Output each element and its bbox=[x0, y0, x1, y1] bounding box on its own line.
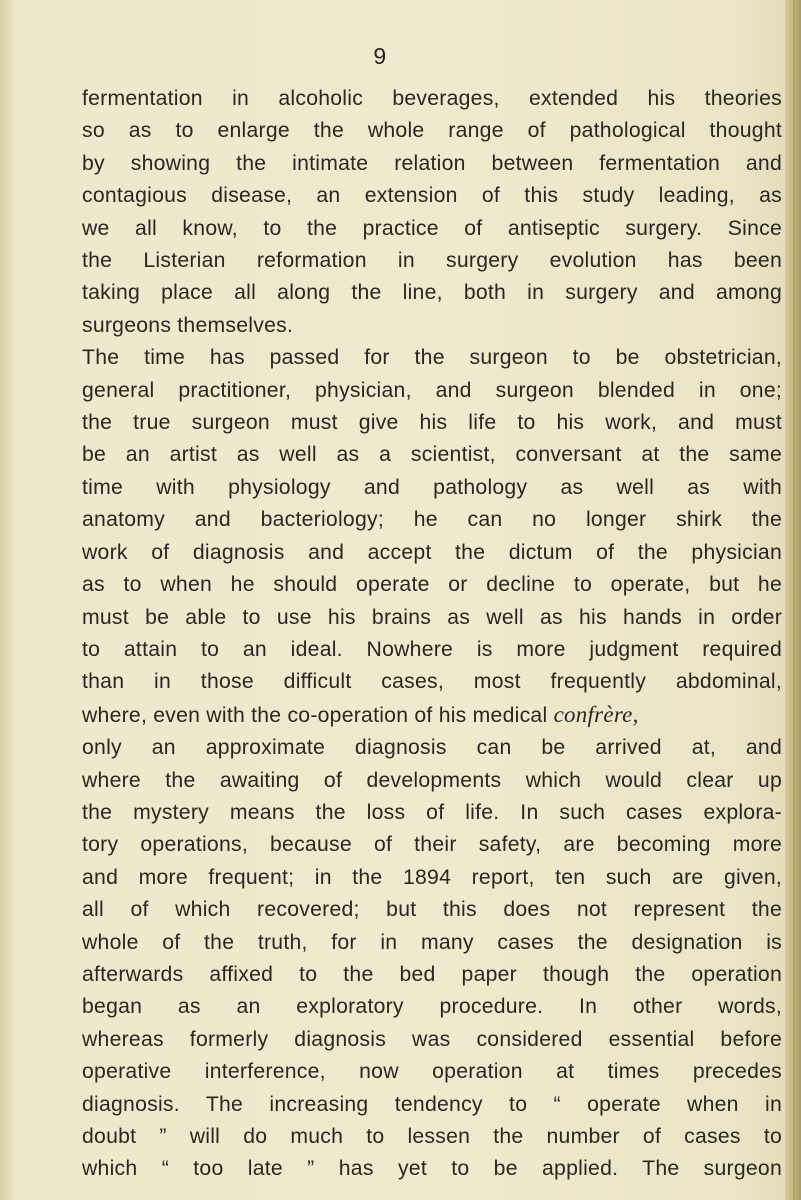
text-line: operative interference, now operation at times precedes bbox=[82, 1060, 782, 1084]
text-line-with-italic bbox=[82, 699, 782, 732]
text-line: be an artist as well as a scientist, conversant at the same bbox=[82, 443, 782, 467]
text-line: as to when he should operate or decline to operate, but he bbox=[82, 573, 782, 597]
italic-word: confrère, bbox=[553, 701, 639, 727]
text-line: surgeons themselves. bbox=[82, 313, 294, 337]
text-line: work of diagnosis and accept the dictum of the physician bbox=[82, 540, 782, 564]
text-line: where the awaiting of developments which would clear up bbox=[82, 768, 782, 792]
text-line: contagious disease, an extension of this study leading, as bbox=[82, 184, 782, 208]
text-line: whereas formerly diagnosis was considered essential before bbox=[82, 1027, 782, 1051]
gutter-shadow bbox=[0, 0, 14, 1200]
text-line: by showing the intimate relation between fermentation and bbox=[82, 151, 782, 175]
text-line: afterwards affixed to the bed paper though the operation bbox=[82, 962, 782, 986]
text-line: must be able to use his brains as well as his hands in order bbox=[82, 605, 782, 629]
text-line: than in those difficult cases, most frequently abdominal, bbox=[82, 670, 782, 694]
text-line: doubt ” will do much to lessen the number of cases to bbox=[82, 1125, 782, 1148]
text-line: diagnosis. The increasing tendency to “ operate when in bbox=[82, 1092, 782, 1116]
text-line: the mystery means the loss of life. In such cases explora- bbox=[82, 800, 782, 824]
text-line: whole of the truth, for in many cases the designation is bbox=[82, 930, 782, 954]
text-line: tory operations, because of their safety, are becoming more bbox=[82, 833, 782, 857]
text-line: which “ too late ” has yet to be applied. The surgeon bbox=[82, 1157, 782, 1181]
text-line: only an approximate diagnosis can be arrived at, and bbox=[82, 736, 782, 760]
page-edge-stripe bbox=[793, 0, 795, 1200]
text-line: taking place all along the line, both in surgery and among bbox=[82, 281, 782, 305]
text-line: anatomy and bacteriology; he can no longer shirk the bbox=[82, 508, 782, 532]
text-line: we all know, to the practice of antiseptic surgery. Since bbox=[82, 216, 782, 240]
text-line: time with physiology and pathology as well as with bbox=[82, 475, 782, 499]
text-line: to attain to an ideal. Nowhere is more judgment required bbox=[82, 637, 782, 661]
text-line: the true surgeon must give his life to his work, and must bbox=[82, 411, 782, 435]
body-text bbox=[82, 83, 782, 1186]
text-line: fermentation in alcoholic beverages, extended his theories bbox=[82, 87, 782, 110]
paragraph-start-line: The time has passed for the surgeon to be obstetrician, bbox=[82, 346, 782, 370]
text-line: began as an exploratory procedure. In other words, bbox=[82, 995, 782, 1019]
text-line: and more frequent; in the 1894 report, ten such are given, bbox=[82, 865, 782, 889]
text-line-start: where, even with the co-operation of his medical bbox=[82, 703, 548, 727]
page-number: 9 bbox=[373, 43, 387, 69]
text-line: the Listerian reformation in surgery evolution has been bbox=[82, 249, 782, 273]
text-line: all of which recovered; but this does not represent the bbox=[82, 898, 782, 922]
text-line: general practitioner, physician, and surgeon blended in one; bbox=[82, 378, 782, 402]
text-line: so as to enlarge the whole range of pathological thought bbox=[82, 119, 782, 143]
